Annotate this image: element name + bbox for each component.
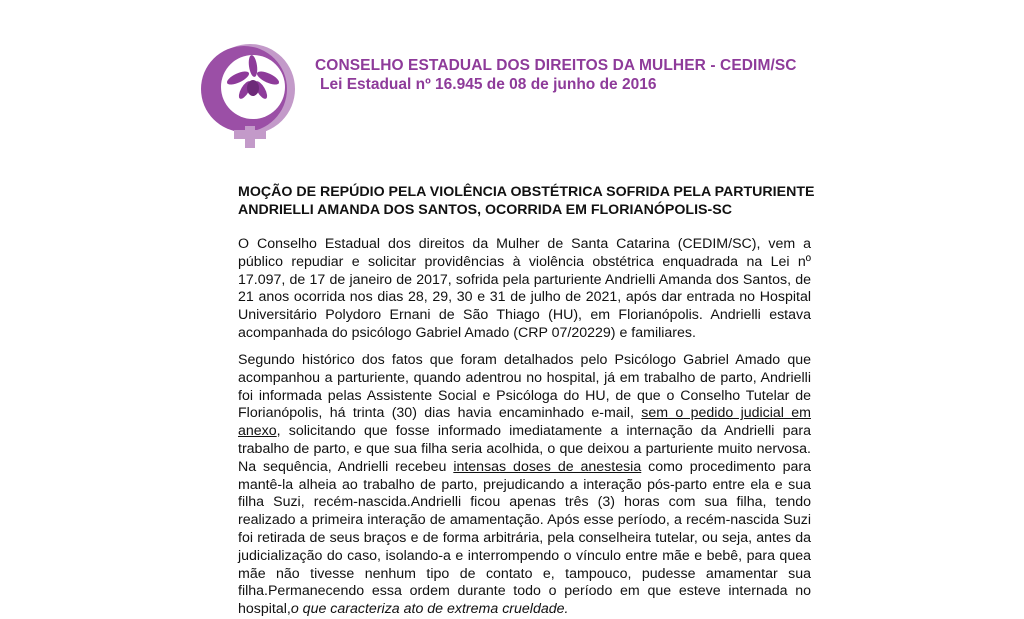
venus-orchid-icon <box>190 44 310 150</box>
cedim-logo <box>190 44 310 150</box>
paragraph-2-text-b: , solicitando que fosse informado imediatamente a internação da Andrielli para trabalho de parto, e que sua filha seria acolhida, o que deixou a parturiente muito nervosa. Na sequência, Andrielli recebeu <box>238 423 811 475</box>
paragraph-2-text-a: Segundo histórico dos fatos que foram detalhados pelo Psicólogo Gabriel Amado que acompanhou a parturiente, quando adentrou no hospital, já em trabalho de parto, Andrielli foi informada pelas Assistente Social e Psicóloga do HU, de que o Conselho Tutelar de Florianópolis, há trinta (30) dias havia encaminhado e-mail, <box>238 352 811 422</box>
document-heading <box>238 183 818 219</box>
underlined-phrase-1: sem o pedido judicial em anexo <box>238 405 811 440</box>
heading-line-1: MOÇÃO DE REPÚDIO PELA VIOLÊNCIA OBSTÉTRICA SOFRIDA PELA PARTURIENTE <box>238 184 815 200</box>
organization-name: CONSELHO ESTADUAL DOS DIREITOS DA MULHER - CEDIM/SC <box>315 57 797 74</box>
underlined-phrase-2: intensas doses de anestesia <box>453 458 642 475</box>
paragraph-2-text-c: como procedimento para mantê-la alheia ao trabalho de parto, prejudicando a interação pós-parto entre ela e sua filha Suzi, recém-nascida.Andrielli ficou apenas três (3) horas com sua filha, tendo realizado a primeira interação de amamentação. Após esse período, a recém-nascida Suzi foi retirada de seus braços e de forma arbitrária, pela conselheira tutelar, ou seja, antes da judicialização do caso, isolando-a e interrompendo o vínculo entre mãe e bebê, para quea mãe não tivesse nenhum tipo de contato e, tampouco, pudesse amamentar sua filha.Permanecendo essa ordem durante todo o período em que esteve internada no hospital, <box>238 458 811 618</box>
italic-conclusion: o que caracteriza ato de extrema crueldade. <box>290 601 569 618</box>
law-reference: Lei Estadual nº 16.945 de 08 de junho de 2016 <box>320 76 657 93</box>
paragraph-1: O Conselho Estadual dos direitos da Mulher de Santa Catarina (CEDIM/SC), vem a público repudiar e solicitar providências à violência obstétrica enquadrada na Lei nº 17.097, de 17 de janeiro de 2017, sofrida pela parturiente Andrielli Amanda dos Santos, de 21 anos ocorrida nos dias 28, 29, 30 e 31 de julho de 2021, após dar entrada no Hospital Universitário Polydoro Ernani de São Thiago (HU), em Florianópolis. Andrielli estava acompanhada do psicólogo Gabriel Amado (CRP 07/20229) e familiares. <box>238 236 811 341</box>
paragraph-2 <box>238 352 811 619</box>
heading-line-2: ANDRIELLI AMANDA DOS SANTOS, OCORRIDA EM FLORIANÓPOLIS-SC <box>238 202 732 218</box>
